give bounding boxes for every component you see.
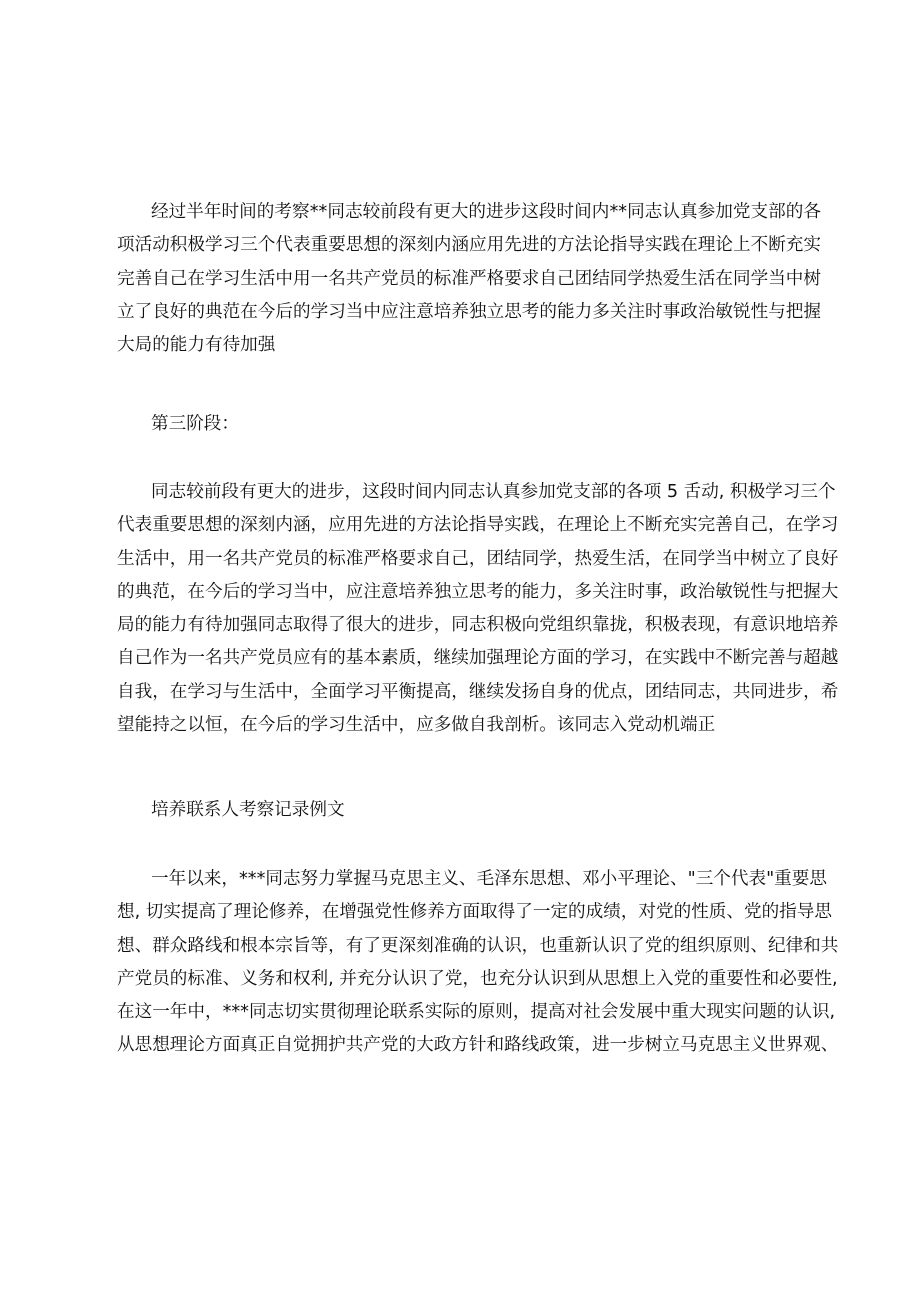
paragraph-2 bbox=[117, 476, 839, 742]
paragraph-line: 在这一年中，***同志切实贯彻理论联系实际的原则，提高对社会发展中重大现实问题的认识, bbox=[117, 1002, 836, 1023]
paragraph-line: 的典范，在今后的学习当中，应注意培养独立思考的能力，多关注时事，政治敏锐性与把握大 bbox=[117, 581, 839, 602]
section-heading-example: 培养联系人考察记录例文 bbox=[151, 800, 345, 820]
paragraph-line: 一年以来，***同志努力掌握马克思主义、毛泽东思想、邓小平理论、"三个代表"重要思 bbox=[151, 869, 827, 889]
paragraph-line: 望能持之以恒，在今后的学习生活中，应多做自我剖析。该同志入党动机端正 bbox=[117, 715, 716, 736]
paragraph-1 bbox=[117, 196, 821, 362]
paragraph-line: 完善自己在学习生活中用一名共产党员的标准严格要求自己团结同学热爱生活在同学当中树 bbox=[117, 268, 821, 289]
paragraph-line: 同志较前段有更大的进步，这段时间内同志认真参加党支部的各项 5 舌动, 积极学习三个 bbox=[151, 482, 836, 502]
section-heading-stage-three: 第三阶段： bbox=[151, 414, 239, 434]
paragraph-line: 项活动积极学习三个代表重要思想的深刻内涵应用先进的方法论指导实践在理论上不断充实 bbox=[117, 235, 821, 256]
paragraph-line: 立了良好的典范在今后的学习当中应注意培养独立思考的能力多关注时事政治敏锐性与把握 bbox=[117, 301, 821, 322]
paragraph-line: 产党员的标准、义务和权利, 并充分认识了党，也充分认识到从思想上入党的重要性和必要性, bbox=[117, 968, 838, 989]
paragraph-line: 生活中，用一名共产党员的标准严格要求自己，团结同学，热爱生活，在同学当中树立了良好 bbox=[117, 548, 839, 569]
paragraph-3 bbox=[117, 863, 839, 1063]
paragraph-line: 经过半年时间的考察**同志较前段有更大的进步这段时间内**同志认真参加党支部的各 bbox=[151, 202, 821, 222]
paragraph-line: 代表重要思想的深刻内涵，应用先进的方法论指导实践，在理论上不断充实完善自己，在学习 bbox=[117, 515, 839, 536]
paragraph-line: 自我，在学习与生活中，全面学习平衡提高，继续发扬自身的优点，团结同志，共同进步，希 bbox=[117, 681, 839, 702]
paragraph-line: 想, 切实提高了理论修养，在增强党性修养方面取得了一定的成绩，对党的性质、党的指导思 bbox=[117, 902, 832, 923]
paragraph-line: 想、群众路线和根本宗旨等，有了更深刻准确的认识，也重新认识了党的组织原则、纪律和共 bbox=[117, 935, 839, 956]
paragraph-line: 从思想理论方面真正自觉拥护共产党的大政方针和路线政策，进一步树立马克思主义世界观、 bbox=[117, 1035, 839, 1056]
paragraph-line: 局的能力有待加强同志取得了很大的进步，同志积极向党组织靠拢，积极表现，有意识地培养 bbox=[117, 615, 839, 636]
paragraph-line: 大局的能力有待加强 bbox=[117, 335, 276, 356]
paragraph-line: 自己作为一名共产党员应有的基本素质，继续加强理论方面的学习，在实践中不断完善与超越 bbox=[117, 648, 839, 669]
